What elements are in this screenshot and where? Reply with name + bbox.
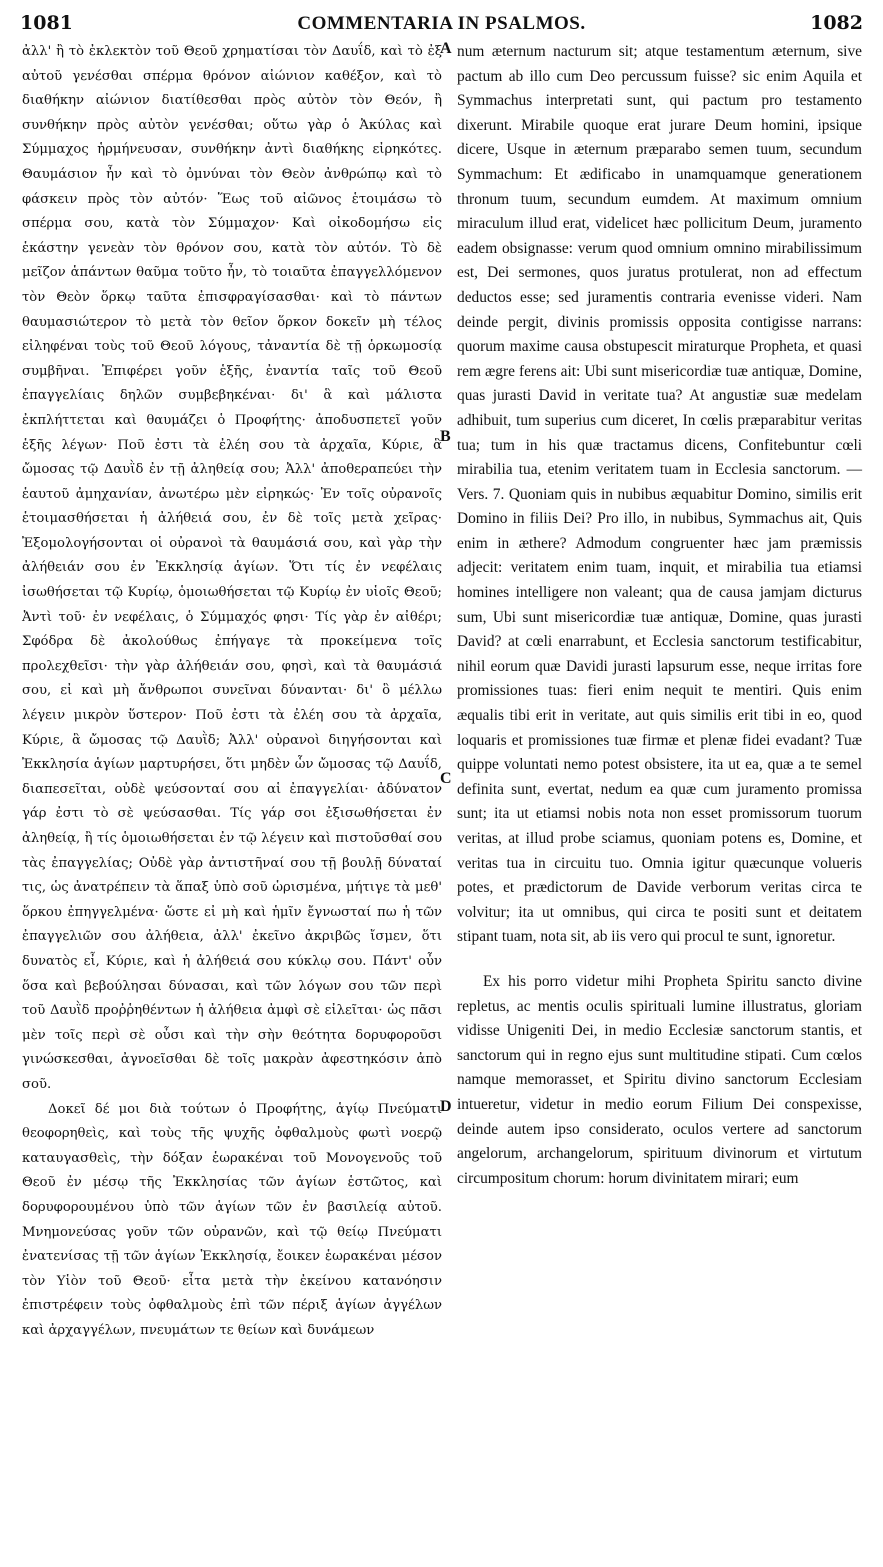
section-marker-a: A <box>440 40 452 57</box>
greek-paragraph-1: ἀλλ' ἢ τὸ ἐκλεκτὸν τοῦ Θεοῦ χρηματίσαι τὸν Δαυΐδ, καὶ τὸ ἐξ αὐτοῦ γενέσθαι σπέρμα θρόνον αἰώνιον καθέξον, καὶ τὸ διαθήκην αἰώνιον διατίθεσθαι πρὸς αὐτὸν τὸν Θεόν, ἢ συνθήκην πρὸς αὐτὸν γενέσθαι; οὕτω γὰρ ὁ Ἀκύλας καὶ Σύμμαχος ἡρμήνευσαν, συνθήκην ἀντὶ διαθήκης εἰρηκότες. Θαυμάσιον ἦν καὶ τὸ ὀμνύναι τὸν Θεὸν ἀνθρώπῳ καὶ τὸ φάσκειν πρὸς τὸν αὐτόν· Ἕως τοῦ αἰῶνος ἑτοιμάσω τὸ σπέρμα σου, κατὰ τὸν Σύμμαχον· Καὶ οἰκοδομήσω εἰς ἑκάστην γενεὰν τὸν θρόνον σου, κατὰ τὸν αὐτόν. Τὸ δὲ μεῖζον ἁπάντων θαῦμα τοῦτο ἦν, τὸ τοιαῦτα ἐπαγγελλόμενον τὸν Θεὸν ὅρκῳ ταῦτα ἐπισφραγίσασθαι· καὶ τὸ πάντων θαυμασιώτερον τὸ μετὰ τὸν θεῖον ὅρκον δοκεῖν μὴ τέλος εἰληφέναι τοὺς τοῦ Θεοῦ λόγους, τἀναντία δὲ τῇ ὁρκωμοσίᾳ συμβῆναι. Ἐπιφέρει γοῦν ἑξῆς, ἐναντία ταῖς τοῦ Θεοῦ ἐπαγγελίαις δηλῶν συμβεβηκέναι· δι' ἃ καὶ μάλιστα ἐκπλήττεται καὶ θαυμάζει ὁ Προφήτης· ἀποδυσπετεῖ γοῦν ἑξῆς λέγων· Ποῦ ἐστι τὰ ἐλέη σου τὰ ἀρχαῖα, Κύριε, ἃ ὤμοσας τῷ Δαυῒδ ἐν τῇ ἀληθείᾳ σου; Ἀλλ' ἀποθεραπεύει τὴν ἑαυτοῦ ἀμηχανίαν, ἀνωτέρω μὲν εἰρηκώς· Ἐν τοῖς οὐρανοῖς ἑτοιμασθήσεται ἡ ἀλήθειά σου, ἐν δὲ τοῖς μετὰ χεῖρας· Ἐξομολογήσονται οἱ οὐρανοὶ τὰ θαυμάσιά σου, καὶ γὰρ τὴν ἀλήθειάν σου ἐν Ἐκκλησίᾳ ἁγίων. Ὅτι τίς ἐν νεφέλαις ἰσωθήσεται τῷ Κυρίῳ, ὁμοιωθήσεται τῷ Κυρίῳ ἐν υἱοῖς Θεοῦ; Ἀντὶ τοῦ· ἐν νεφέλαις, ὁ Σύμμαχός φησι· Τίς γὰρ ἐν αἰθέρι; Σφόδρα δὲ ἀκολούθως ἐπήγαγε τὰ προκείμενα τοῖς προλεχθεῖσι· τὴν γὰρ ἀλήθειάν σου, φησὶ, καὶ τὰ θαυμάσιά σου, εἰ καὶ μὴ ἄνθρωποι συνεῖναι δύνανται· δι' ὃ μέλλω λέγειν μικρὸν ὕστερον· Ποῦ ἐστι τὰ ἐλέη σου τὰ ἀρχαῖα, Κύριε, ἃ ὤμοσας τῷ Δαυῒδ; Ἀλλ' οὐρανοὶ διηγήσονται καὶ Ἐκκλησία ἁγίων μαρτυρήσει, ὅτι μηδὲν ὧν ὤμοσας τῷ Δαυΐδ, διαπεσεῖται, οὐδὲ ψεύσονταί σου αἱ ἐπαγγελίαι· ἀδύνατον γάρ ἐστι τὸ σὲ ψεύσασθαι. Τίς γάρ σοι ἐξισωθήσεται ἐν ἀληθείᾳ, ἢ τίς ὁμοιωθήσεται ἐν τῷ λέγειν καὶ πιστοῦσθαί σου τὰς ἐπαγγελίας; Οὐδὲ γὰρ ἀντιστῆναί σου τῇ βουλῇ δύναταί τις, ὡς ἀνατρέπειν τὰ ἅπαξ ὑπὸ σοῦ ὡρισμένα, μήτιγε τὰ μεθ' ὅρκου ἐπηγγελμένα· ὥστε εἰ μὴ καὶ ἡμῖν ἔγνωσταί πω ἡ τῶν ἐπαγγελιῶν σου ἀλήθεια, ἀλλ' ἐκεῖνο ἀκριβῶς ἴσμεν, ὅτι δυνατὸς εἶ, Κύριε, καὶ ἡ ἀλήθειά σου κύκλῳ σου. Πάντ' οὖν ὅσα καὶ βεβούλησαι δύνασαι, καὶ τῶν λόγων σου τῶν περὶ τοῦ Δαυῒδ προῤῥηθέντων ἡ ἀλήθεια ἀμφὶ σὲ εἰλεῖται· ὡς πᾶσι μὲν τοῖς περὶ σὲ οὖσι καὶ τὴν σὴν θεότητα δορυφοροῦσι γινώσκεσθαι, ἀγνοεῖσθαι δὲ τοῖς μακρὰν ἀφεστηκόσιν ἀπὸ σοῦ. <box>22 44 442 1092</box>
running-title: COMMENTARIA IN PSALMOS. <box>297 13 586 34</box>
latin-paragraph-2: Ex his porro videtur mihi Propheta Spiritu sancto divine repletus, ac mentis oculis spirituali lumine illustratus, gloriam vidisse Unigeniti Dei, in medio Ecclesiæ sanctorum stantis, et sanctorum qui in regno ejus sunt multitudine stipati. Cum cœlos namque memorasset, et Spiritu divino sanctorum Ecclesiam intueretur, videtur in medio eorum Filium Dei conspexisse, deinde autem ipso considerato, oculos vertere ad sanctorum angelorum, archangelorum, spirituum divinorum et virtutum circumpositum chorum: horum divinitatem mirari; eum <box>457 972 862 1187</box>
greek-paragraph-2: Δοκεῖ δέ μοι διὰ τούτων ὁ Προφήτης, ἁγίῳ Πνεύματι θεοφορηθεὶς, καὶ τοὺς τῆς ψυχῆς ὀφθαλμοὺς φωτὶ νοερῷ καταυγασθεὶς, τὴν δόξαν ἑωρακέναι τοῦ Μονογενοῦς τοῦ Θεοῦ ἐν μέσῳ τῆς Ἐκκλησίας τῶν ἁγίων ἑστῶτος, καὶ δορυφορουμένου ὑπὸ τῶν ἁγίων τῶν ἐν βασιλείᾳ αὐτοῦ. Μνημονεύσας γοῦν τῶν οὐρανῶν, καὶ τῷ θείῳ Πνεύματι ἐνατενίσας τῇ τῶν ἁγίων Ἐκκλησίᾳ, ἔοικεν ἑωρακέναι μέσον τὸν Υἱὸν τοῦ Θεοῦ· εἶτα μετὰ τὴν ἐκείνου κατανόησιν ἐπιστρέφειν τοὺς ὀφθαλμοὺς ἐπὶ τῶν πέριξ ἁγίων ἀγγέλων καὶ ἀρχαγγέλων, πνευμάτων τε θείων καὶ δυνάμεων <box>22 1101 442 1338</box>
page-header <box>0 6 883 36</box>
section-marker-d: D <box>440 1098 452 1115</box>
page-number-left: 1081 <box>20 12 73 34</box>
greek-column <box>22 40 442 1343</box>
latin-paragraph-1: num æternum nacturum sit; atque testamentum æternum, sive pactum ab illo cum Deo percussum fuisse? sic enim Aquila et Symmachus interpretati sunt, qui pactum pro testamento dixerunt. Mirabile quoque erat jurare Deum homini, ipsique dicere, Usque in æternum præparabo semen tuum, secundum Symmachum: Et ædificabo in unamquamque generationem thronum tuum, secundum eumdem. At maximum omnium miraculum illud erat, videlicet hæc pollicitum Deum, juramento eadem obsignasse: verum quod omnium omnino mirabilissimum est, Dei sermones, quos juratus protulerat, non ad effectum deductos esse; sed juramentis contraria evenisse videri. Nam deinde pergit, divinis promissis opposita contigisse narrans: quorum maxime causa obstupescit miraturque Propheta, et quasi rem ægre ferens ait: Ubi sunt misericordiæ tuæ antiquæ, Domine, quas jurasti David in veritate tua? At angustiæ suæ medelam adhibuit, tum superius cum diceret, In cœlis præparabitur veritas tua; tum in his quæ tractamus dicens, Confitebuntur cœli mirabilia tua, etenim veritatem tuam in Ecclesia sanctorum. — Vers. 7. Quoniam quis in nubibus æquabitur Domino, similis erit Domino in filiis Dei? Pro illo, in nubibus, Symmachus ait, Quis enim in æthere? Admodum congruenter hæc jam præmissis adjecit: veritatem enim tuam, inquit, et mirabilia tua etiamsi homines intelligere non valeant; qua de causa jamjam dicturus sum, Ubi sunt misericordiæ tuæ antiquæ, Domine, quas jurasti David? at cœli enarrabunt, et Ecclesia sanctorum testificabitur, nihil eorum quæ Davidi jurasti lapsurum esse, neque irritas fore promissiones tuas: fieri enim nequit te mentiri. Quis enim æqualis tibi erit in veritate, aut quis similis erit tibi in eo, quod loquaris et promissiones tuæ firmæ et plenæ fidei evadant? Tuæ quippe voluntati nemo potest obsistere, ita ut ea, quæ a te semel definita sunt, evertat, nedum ea quæ cum juramento promissa sunt; ita ut etiamsi nobis nota non esset promissorum tuorum veritas, at illud probe sciamus, quoniam potens es, Domine, et veritas tua in circuitu tuo. Omnia igitur quæcunque volueris potes, et prædictorum de Davide verborum veritas circa te volvitur; ita ut omnibus, qui circa te positi sunt et deitatem stipant tuam, nota sit, ab iis vero qui procul te sunt, ignoretur. <box>457 43 862 946</box>
section-marker-c: C <box>440 770 452 787</box>
page-number-right: 1082 <box>810 12 863 34</box>
section-marker-b: B <box>440 428 451 445</box>
latin-column <box>457 40 862 1191</box>
